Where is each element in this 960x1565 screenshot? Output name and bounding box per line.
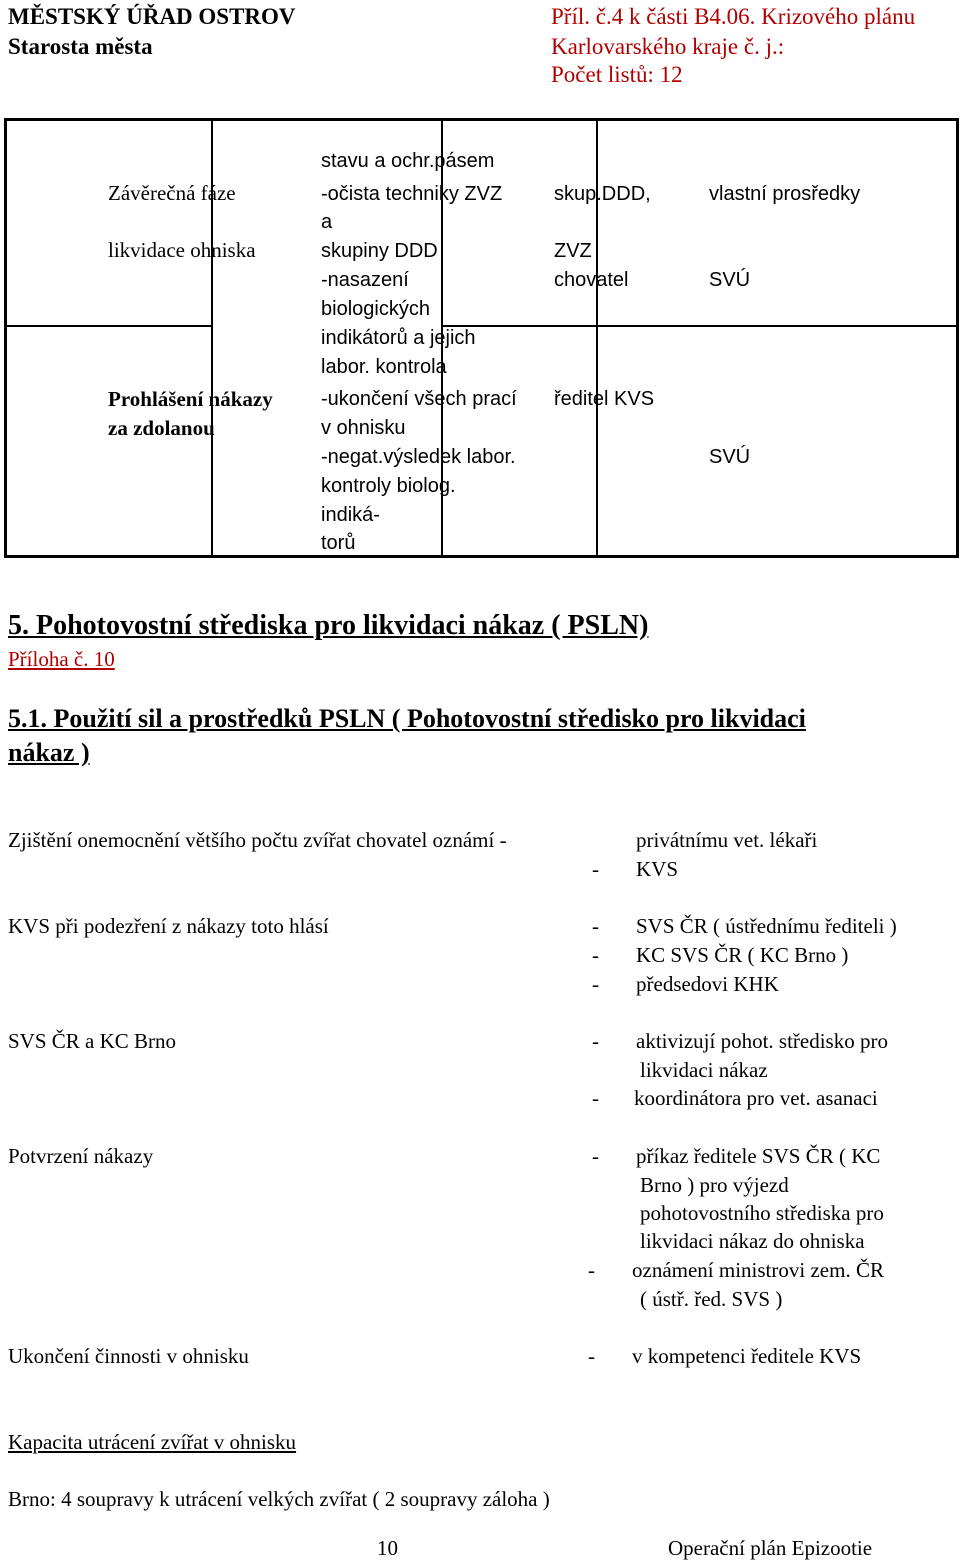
table-cell-means-1 [597,120,958,326]
row-5-left: Ukončení činnosti v ohnisku [8,1344,249,1368]
row-5-item: v kompetenci ředitele KVS [632,1344,862,1368]
row-3-left: SVS ČR a KC Brno [8,1029,177,1053]
activity-line: kontroly biolog. [321,475,456,497]
means-line: vlastní prosředky [709,183,861,205]
activity-line: indikátorů a jejich [321,327,476,349]
phase-declaration-label-2: za zdolanou [108,416,215,440]
responsible-line: chovatel [554,269,629,291]
mayor-title: Starosta města [8,34,153,59]
table-cell-phase-declaration [6,326,213,557]
row-1-item: KVS [636,857,679,881]
row-1-item: privátnímu vet. lékaři [636,828,818,852]
activity-line: -očista techniky ZVZ [321,183,503,205]
phase-final-label-2: likvidace ohniska [108,238,256,262]
list-dash: - [592,857,599,881]
row-4-item: oznámení ministrovi zem. ČR [632,1258,884,1282]
row-1-left: Zjištění onemocnění většího počtu zvířat chovatel oznámí - [8,828,507,852]
activity-line: biologických [321,298,430,320]
row-4-item-cont: Brno ) pro výjezd [640,1173,789,1197]
activity-line: v ohnisku [321,417,406,439]
means-line: SVÚ [709,269,751,291]
row-2-item: SVS ČR ( ústřednímu řediteli ) [636,914,897,938]
responsible-line: ZVZ [554,240,592,262]
activity-line: -negat.výsledek labor. [321,446,516,468]
table-cell-phase-final [6,120,213,326]
row-2-item: předsedovi KHK [636,972,779,996]
row-3-item-cont: likvidaci nákaz [640,1058,768,1082]
row-2-left: KVS při podezření z nákazy toto hlásí [8,914,329,938]
activity-line: indiká- [321,504,380,526]
row-4-item-cont: ( ústř. řed. SVS ) [640,1287,783,1311]
table-cell-means-2 [597,326,958,557]
activity-line: labor. kontrola [321,356,447,378]
capacity-heading: Kapacita utrácení zvířat v ohnisku [8,1430,297,1454]
activity-line: torů [321,532,356,554]
activity-line: -ukončení všech prací [321,388,517,410]
list-dash: - [592,972,599,996]
list-dash: - [592,1029,599,1053]
activity-line: -nasazení [321,269,409,291]
activity-line: a [321,211,333,233]
capacity-text: Brno: 4 soupravy k utrácení velkých zvířat ( 2 soupravy záloha ) [8,1487,550,1511]
office-name: MĚSTSKÝ ÚŘAD OSTROV [8,4,296,29]
row-2-item: KC SVS ČR ( KC Brno ) [636,943,849,967]
sheet-count: Počet listů: 12 [551,62,683,87]
annex-line-2: Karlovarského kraje č. j.: [551,34,785,59]
list-dash: - [592,1144,599,1168]
list-dash: - [592,914,599,938]
row-3-item: aktivizují pohot. středisko pro [636,1029,888,1053]
responsible-line: skup.DDD, [554,183,651,205]
section-5-1-heading-2: nákaz ) [8,738,90,767]
phase-final-label: Závěrečná fáze [108,181,236,205]
phase-declaration-label: Prohlášení nákazy [108,387,273,411]
section-5-heading: 5. Pohotovostní střediska pro likvidaci nákaz ( PSLN) [8,610,649,641]
row-3-item: koordinátora pro vet. asanaci [634,1086,878,1110]
page-number: 10 [377,1536,398,1560]
section-5-1-heading: 5.1. Použití sil a prostředků PSLN ( Pohotovostní středisko pro likvidaci [8,704,806,733]
table-cell-responsible-2 [442,326,597,557]
row-4-left: Potvrzení nákazy [8,1144,154,1168]
list-dash: - [592,943,599,967]
row-4-item: příkaz ředitele SVS ČR ( KC [636,1144,881,1168]
row-4-item-cont: pohotovostního střediska pro [640,1201,884,1225]
footer-plan-title: Operační plán Epizootie [668,1536,873,1560]
list-dash: - [588,1344,595,1368]
annex-10-link[interactable]: Příloha č. 10 [8,647,115,671]
responsible-line: ředitel KVS [554,388,655,410]
list-dash: - [592,1086,599,1110]
list-dash: - [588,1258,595,1282]
activity-line: skupiny DDD [321,240,438,262]
activity-line: stavu a ochr.pásem [321,150,495,172]
means-line: SVÚ [709,446,751,468]
row-4-item-cont: likvidaci nákaz do ohniska [640,1229,865,1253]
annex-line-1: Příl. č.4 k části B4.06. Krizového plánu [551,4,916,29]
